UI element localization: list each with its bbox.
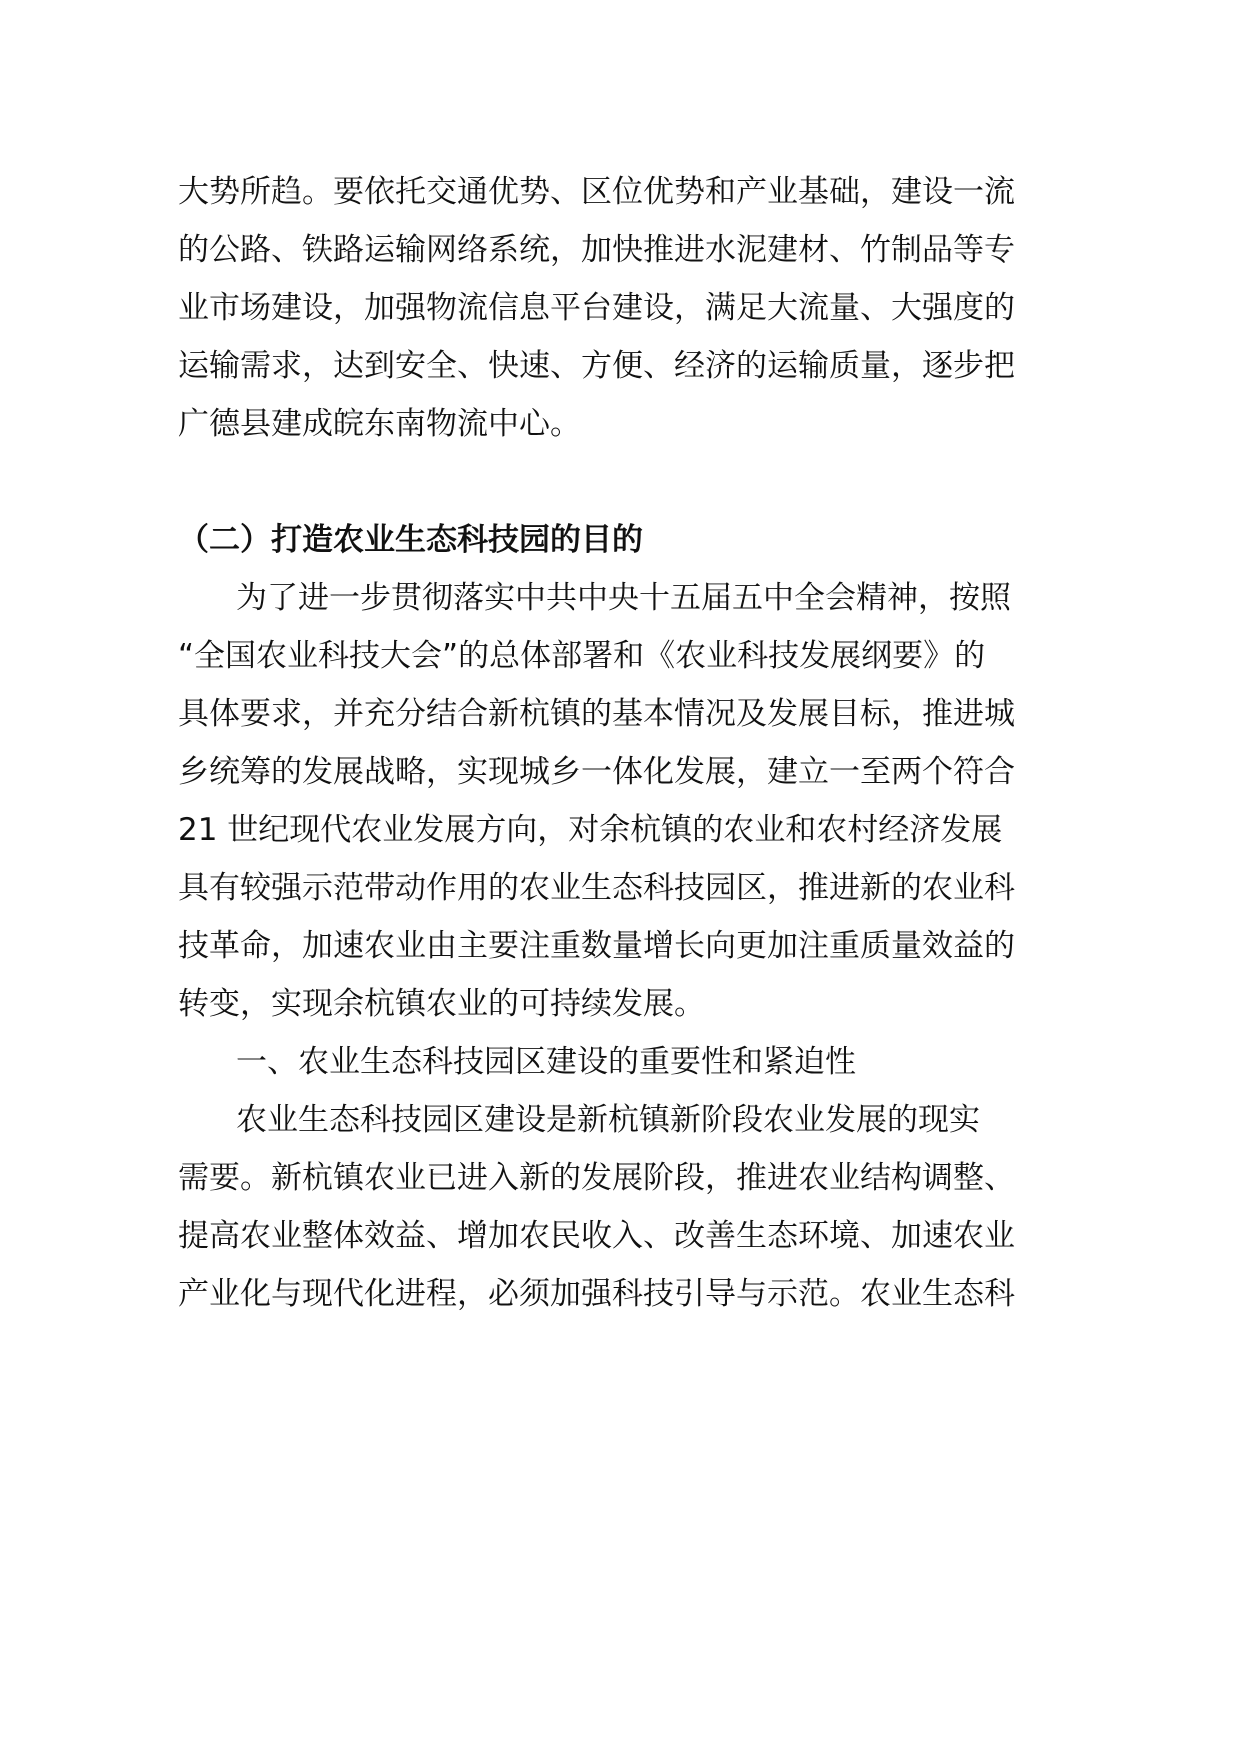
paragraph-line: 运输需求，达到安全、快速、方便、经济的运输质量，逐步把 <box>178 348 1015 384</box>
paragraph-line: 提高农业整体效益、增加农民收入、改善生态环境、加速农业 <box>178 1218 1015 1254</box>
section-heading: （二）打造农业生态科技园的目的 <box>178 522 643 558</box>
paragraph-line: 技革命，加速农业由主要注重数量增长向更加注重质量效益的 <box>178 928 1015 964</box>
paragraph-line: 转变，实现余杭镇农业的可持续发展。 <box>178 986 705 1022</box>
paragraph-line: 为了进一步贯彻落实中共中央十五届五中全会精神，按照 <box>236 580 1011 616</box>
paragraph-line: 具体要求，并充分结合新杭镇的基本情况及发展目标，推进城 <box>178 696 1015 732</box>
paragraph-line: 业市场建设，加强物流信息平台建设，满足大流量、大强度的 <box>178 290 1015 326</box>
paragraph-line: 乡统筹的发展战略，实现城乡一体化发展，建立一至两个符合 <box>178 754 1015 790</box>
paragraph-line: 具有较强示范带动作用的农业生态科技园区，推进新的农业科 <box>178 870 1015 906</box>
paragraph-line: 21 世纪现代农业发展方向，对余杭镇的农业和农村经济发展 <box>178 812 1003 848</box>
paragraph-line: 广德县建成皖东南物流中心。 <box>178 406 581 442</box>
paragraph-line: 产业化与现代化进程，必须加强科技引导与示范。农业生态科 <box>178 1276 1015 1312</box>
paragraph-line: “全国农业科技大会”的总体部署和《农业科技发展纲要》的 <box>178 638 986 674</box>
subsection-heading: 一、农业生态科技园区建设的重要性和紧迫性 <box>236 1044 856 1080</box>
paragraph-line: 农业生态科技园区建设是新杭镇新阶段农业发展的现实 <box>236 1102 980 1138</box>
paragraph-line: 需要。新杭镇农业已进入新的发展阶段，推进农业结构调整、 <box>178 1160 1015 1196</box>
paragraph-line: 的公路、铁路运输网络系统，加快推进水泥建材、竹制品等专 <box>178 232 1015 268</box>
paragraph-line: 大势所趋。要依托交通优势、区位优势和产业基础，建设一流 <box>178 174 1015 210</box>
